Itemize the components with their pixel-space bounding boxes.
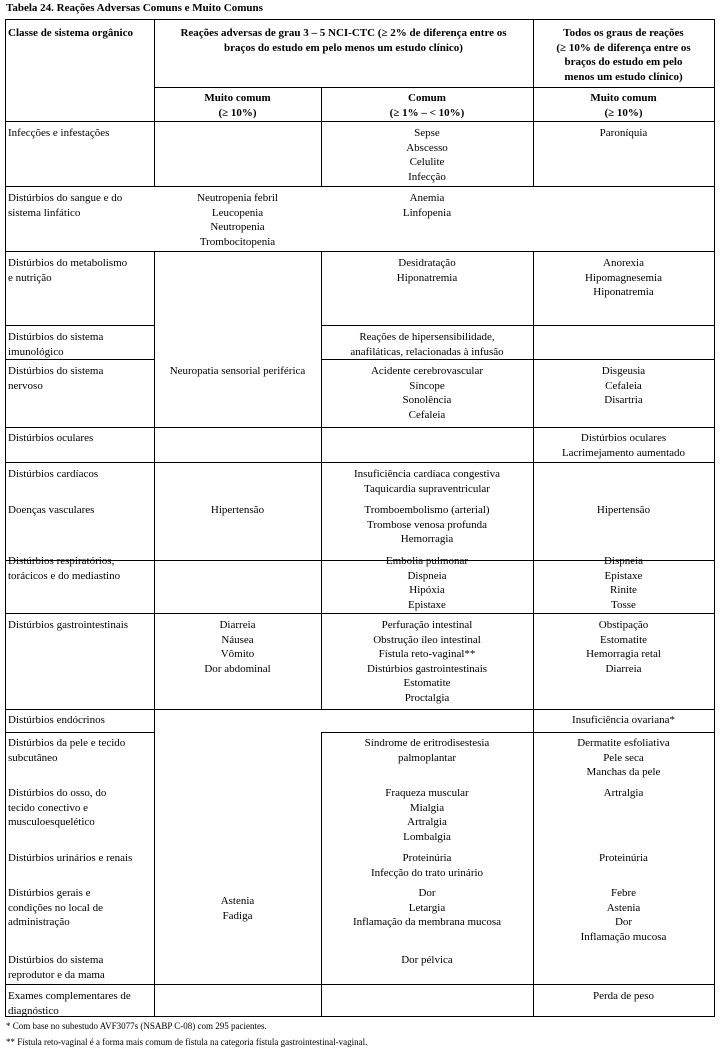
all-grades-cell-line: Diarreia [605, 662, 642, 675]
comum-cell [322, 886, 532, 930]
all-grades-cell-line: Dor [614, 916, 633, 928]
header-muito-comum-all [534, 91, 713, 120]
system-class-cell-line: administração [8, 916, 70, 928]
footnote-2: ** Fístula reto-vaginal é a forma mais comum de fístula na categoria fístula gastrointestinal-vaginal. [6, 1037, 368, 1047]
system-class-cell-line: nervoso [8, 379, 43, 392]
header-muito-comum-line: (≥ 10%) [218, 106, 257, 119]
comum-cell-line: Infecção do trato urinário [370, 866, 484, 879]
table-caption: Tabela 24. Reações Adversas Comuns e Muito Comuns [6, 2, 263, 14]
all-grades-cell [534, 364, 713, 408]
header-comum [322, 91, 532, 120]
system-class-cell-line: Distúrbios do sistema [8, 954, 104, 966]
muito-comum-cell-line: Hipertensão [210, 504, 265, 516]
all-grades-cell [534, 126, 713, 141]
all-grades-cell-line: Proteinúria [599, 852, 648, 864]
comum-cell-line: Letargia [408, 901, 446, 914]
muito-comum-cell [155, 503, 320, 518]
system-class-cell-line: condições no local de [8, 901, 103, 914]
system-class-cell [8, 851, 153, 866]
header-grade-3-5-line: Reações adversas de grau 3 – 5 NCI-CTC (≥ 2% de diferença entre os [180, 27, 507, 39]
system-class-cell-line: sistema linfático [8, 206, 81, 219]
system-class-cell [8, 736, 153, 765]
comum-cell-line: Perfuração intestinal [381, 619, 473, 631]
system-class-cell-line: reprodutor e da mama [8, 968, 105, 981]
muito-comum-cell-line: Astenia [220, 895, 255, 907]
system-class-cell [8, 713, 153, 728]
system-class-cell-line: Distúrbios respiratórios, [8, 555, 115, 567]
comum-cell-line: Tromboembolismo (arterial) [364, 504, 490, 516]
all-grades-cell-line: Astenia [606, 901, 641, 914]
comum-cell-line: Reações de hipersensibilidade, [359, 331, 495, 343]
comum-cell-line: Proteinúria [402, 852, 452, 864]
system-class-cell-line: diagnóstico [8, 1004, 59, 1017]
comum-cell-line: Síndrome de eritrodisestesia [364, 737, 490, 749]
system-class-cell [8, 364, 153, 393]
muito-comum-cell-line: Neutropenia [210, 221, 265, 233]
all-grades-cell-line: Manchas da pele [586, 766, 661, 778]
all-grades-cell-line: Pele seca [603, 751, 644, 764]
comum-cell-line: Dor pélvica [401, 954, 453, 966]
all-grades-cell [534, 736, 713, 780]
system-class-cell-line: Exames complementares de [8, 990, 131, 1002]
all-grades-cell-line: Estomatite [599, 633, 648, 646]
all-grades-cell-line: Rinite [610, 584, 637, 596]
header-muito-comum-all-line: Muito comum [590, 92, 657, 104]
comum-cell-line: Trombose venosa profunda [367, 518, 487, 531]
comum-cell-line: Fístula reto-vaginal** [378, 648, 476, 660]
comum-cell-line: Inflamação da membrana mucosa [352, 916, 502, 928]
system-class-cell-line: Distúrbios do sistema [8, 365, 104, 377]
comum-cell-line: Anemia [409, 192, 445, 204]
comum-cell-line: Embolia pulmonar [385, 555, 469, 567]
all-grades-cell-line: Epistaxe [604, 569, 643, 582]
header-grade-3-5-line: braços do estudo em pelo menos um estudo clínico) [224, 41, 463, 54]
comum-cell-line: Hemorragia [400, 533, 454, 545]
all-grades-cell-line: Perda de peso [592, 990, 655, 1002]
comum-cell-line: Dor [418, 887, 436, 899]
header-all-grades-line: Todos os graus de reações [563, 27, 684, 39]
comum-cell [322, 191, 532, 220]
comum-cell-line: Celulite [409, 156, 445, 168]
comum-cell [322, 851, 532, 880]
system-class-cell-line: Distúrbios urinários e renais [8, 852, 133, 864]
system-class-cell-line: e nutrição [8, 271, 52, 284]
all-grades-cell-line: Obstipação [598, 619, 649, 631]
muito-comum-cell-line: Neuropatia sensorial periférica [169, 365, 306, 377]
all-grades-cell-line: Disgeusia [601, 365, 646, 377]
comum-cell-line: Insuficiência cardíaca congestiva [354, 468, 500, 480]
comum-cell-line: Dispneia [407, 569, 447, 582]
header-system-class [8, 26, 153, 41]
comum-cell [322, 330, 532, 359]
system-class-cell-line: Distúrbios do sangue e do [8, 192, 123, 204]
header-muito-comum [155, 91, 320, 120]
all-grades-cell-line: Hemorragia retal [586, 648, 661, 660]
system-class-cell [8, 953, 153, 982]
all-grades-cell-line: Tosse [611, 598, 636, 611]
comum-cell-line: Artralgia [407, 816, 447, 828]
all-grades-cell [534, 431, 713, 460]
comum-cell [322, 467, 532, 496]
system-class-cell [8, 503, 153, 518]
comum-cell [322, 256, 532, 285]
muito-comum-cell-line: Neutropenia febril [197, 192, 278, 204]
system-class-cell-line: subcutâneo [8, 751, 58, 764]
comum-cell-line: Hiponatremia [396, 271, 458, 284]
system-class-cell-line: Distúrbios do osso, do [8, 787, 107, 799]
all-grades-cell [534, 851, 713, 866]
muito-comum-cell-line: Trombocitopenia [199, 235, 276, 248]
system-class-cell [8, 618, 153, 633]
system-class-cell [8, 330, 153, 359]
system-class-cell-line: Distúrbios gerais e [8, 887, 91, 899]
comum-cell-line: Mialgia [409, 801, 445, 814]
system-class-cell [8, 989, 153, 1018]
comum-cell-line: Estomatite [403, 677, 451, 689]
all-grades-cell [534, 713, 713, 728]
comum-cell-line: Distúrbios gastrointestinais [366, 662, 488, 675]
all-grades-cell-line: Cefaleia [605, 379, 642, 392]
system-class-cell-line: Distúrbios endócrinos [8, 714, 105, 726]
all-grades-cell-line: Febre [610, 887, 637, 899]
all-grades-cell [534, 503, 713, 518]
all-grades-cell-line: Paroníquia [599, 127, 648, 139]
system-class-cell-line: Distúrbios do metabolismo [8, 257, 128, 269]
muito-comum-cell [155, 364, 320, 379]
comum-cell-line: Sonolência [402, 394, 452, 406]
all-grades-cell-line: Dispneia [603, 555, 644, 567]
system-class-cell-line: Infecções e infestações [8, 127, 110, 139]
system-class-cell [8, 126, 153, 141]
header-all-grades-line: braços do estudo em pelo [564, 56, 683, 68]
system-class-cell-line: imunológico [8, 345, 64, 358]
comum-cell-line: Desidratação [398, 257, 456, 269]
comum-cell [322, 618, 532, 705]
comum-cell-line: Fraqueza muscular [385, 787, 469, 799]
system-class-cell-line: torácicos e do mediastino [8, 569, 121, 582]
comum-cell-line: Hipóxia [409, 584, 445, 596]
header-grade-3-5 [155, 26, 532, 55]
header-all-grades [534, 26, 713, 84]
system-class-cell-line: tecido conectivo e [8, 801, 89, 814]
all-grades-cell [534, 618, 713, 676]
header-comum-line: (≥ 1% – < 10%) [389, 106, 465, 119]
all-grades-cell-line: Hipomagnesemia [585, 271, 662, 284]
muito-comum-cell-line: Leucopenia [211, 206, 264, 219]
comum-cell-line: Síncope [409, 379, 445, 392]
all-grades-cell [534, 989, 713, 1004]
system-class-cell-line: Distúrbios da pele e tecido [8, 737, 126, 749]
footnote-1: * Com base no subestudo AVF3077s (NSABP C-08) com 295 pacientes. [6, 1021, 267, 1031]
system-class-cell-line: Distúrbios do sistema [8, 331, 104, 343]
system-class-cell [8, 554, 153, 583]
all-grades-cell-line: Anorexia [603, 257, 644, 269]
comum-cell-line: Abscesso [406, 141, 448, 154]
comum-cell-line: Sepse [414, 127, 440, 139]
header-all-grades-line: (≥ 10% de diferença entre os [556, 41, 691, 54]
header-muito-comum-line: Muito comum [204, 92, 271, 104]
comum-cell-line: Obstrução íleo intestinal [373, 633, 481, 646]
adverse-reactions-table [5, 19, 715, 1017]
system-class-cell-line: Doenças vasculares [8, 504, 95, 516]
muito-comum-cell-line: Vômito [220, 648, 255, 660]
all-grades-cell [534, 256, 713, 300]
muito-comum-cell [155, 618, 320, 676]
all-grades-cell-line: Hiponatremia [593, 286, 654, 298]
all-grades-cell-line: Artralgia [603, 787, 644, 799]
all-grades-cell-line: Distúrbios oculares [580, 432, 667, 444]
system-class-cell [8, 431, 153, 446]
header-comum-line: Comum [408, 92, 446, 104]
comum-cell [322, 364, 532, 422]
system-class-cell [8, 191, 153, 220]
all-grades-cell [534, 886, 713, 944]
system-class-cell-line: Distúrbios oculares [8, 432, 94, 444]
system-class-cell [8, 256, 153, 285]
muito-comum-cell-line: Diarreia [219, 619, 256, 631]
system-class-cell-line: Distúrbios cardíacos [8, 468, 99, 480]
all-grades-cell-line: Hipertensão [596, 504, 651, 516]
muito-comum-cell [155, 191, 320, 249]
system-class-cell [8, 886, 153, 930]
comum-cell-line: Taquicardia supraventricular [364, 482, 490, 495]
muito-comum-cell-line: Fadiga [222, 909, 253, 922]
comum-cell [322, 953, 532, 968]
all-grades-cell [534, 786, 713, 801]
muito-comum-cell-line: Dor abdominal [204, 662, 271, 675]
system-class-cell [8, 467, 153, 482]
system-class-cell [8, 786, 153, 830]
muito-comum-cell-line: Náusea [221, 633, 254, 646]
comum-cell [322, 736, 532, 765]
system-class-cell-line: Distúrbios gastrointestinais [8, 619, 129, 631]
muito-comum-cell [155, 894, 320, 923]
all-grades-cell-line: Lacrimejamento aumentado [561, 446, 686, 459]
all-grades-cell-line: Inflamação mucosa [580, 930, 667, 943]
comum-cell-line: Linfopenia [402, 206, 452, 219]
comum-cell-line: Epistaxe [408, 598, 446, 611]
comum-cell [322, 126, 532, 184]
header-muito-comum-all-line: (≥ 10%) [604, 106, 643, 119]
comum-cell [322, 786, 532, 844]
comum-cell-line: Lombalgia [403, 830, 451, 843]
all-grades-cell-line: Insuficiência ovariana* [572, 714, 675, 726]
system-class-cell-line: musculoesquelético [8, 816, 95, 828]
comum-cell-line: anafiláticas, relacionadas à infusão [350, 345, 504, 358]
comum-cell-line: Proctalgia [404, 691, 450, 704]
header-all-grades-line: menos um estudo clínico) [564, 70, 683, 83]
comum-cell-line: Infecção [408, 170, 446, 183]
comum-cell [322, 503, 532, 547]
all-grades-cell-line: Disartria [604, 394, 643, 406]
comum-cell [322, 554, 532, 612]
comum-cell-line: palmoplantar [397, 751, 457, 764]
header-system-class-line: Classe de sistema orgânico [8, 27, 133, 39]
comum-cell-line: Acidente cerebrovascular [370, 365, 484, 377]
all-grades-cell-line: Dermatite esfoliativa [577, 737, 670, 749]
comum-cell-line: Cefaleia [408, 408, 446, 421]
all-grades-cell [534, 554, 713, 612]
